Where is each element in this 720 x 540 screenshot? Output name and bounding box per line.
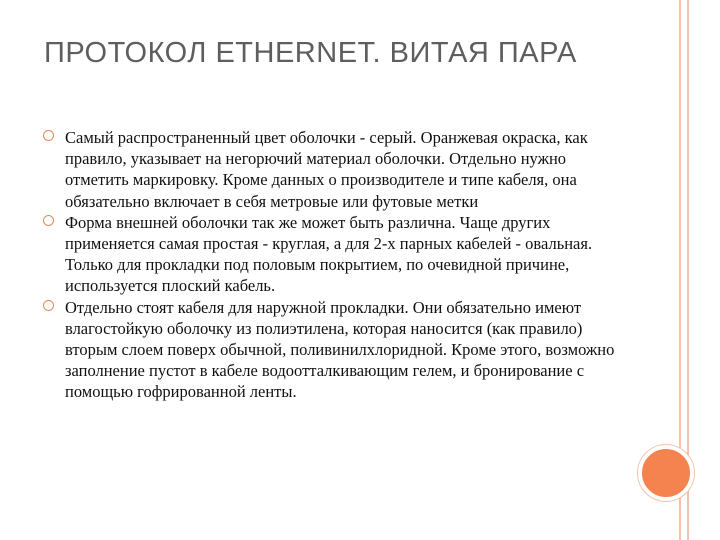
bullet-circle-icon	[43, 300, 54, 311]
bullet-item-3	[44, 297, 629, 403]
bullet-list	[44, 127, 629, 403]
accent-circle-decoration	[638, 445, 694, 501]
slide-title: ПРОТОКОЛ ETHERNET. ВИТАЯ ПАРА	[44, 37, 577, 69]
bullet-circle-icon	[43, 215, 54, 226]
bullet-text: Самый распространенный цвет оболочки - серый. Оранжевая окраска, как правило, указывает на негорючий материал оболочки. Отдельно нужно отметить маркировку. Кроме данных о производителе и типе кабеля, она обязательно включает в себя метровые или футовые метки	[65, 128, 588, 211]
bullet-circle-icon	[43, 130, 54, 141]
bullet-text: Отдельно стоят кабеля для наружной прокладки. Они обязательно имеют влагостойкую оболочку из полиэтилена, которая наносится (как правило) вторым слоем поверх обычной, поливинилхлоридной. Кроме этого, возможно заполнение пустот в кабеле водоотталкивающим гелем, и бронирование с помощью гофрированной ленты.	[65, 297, 615, 402]
bullet-item-1	[44, 127, 629, 212]
bullet-text: Форма внешней оболочки так же может быть различна. Чаще других применяется самая простая - круглая, а для 2-х парных кабелей - овальная. Только для прокладки под половым покрытием, по очевидной причине, используется плоский кабель.	[65, 212, 593, 296]
bullet-item-2	[44, 212, 629, 297]
